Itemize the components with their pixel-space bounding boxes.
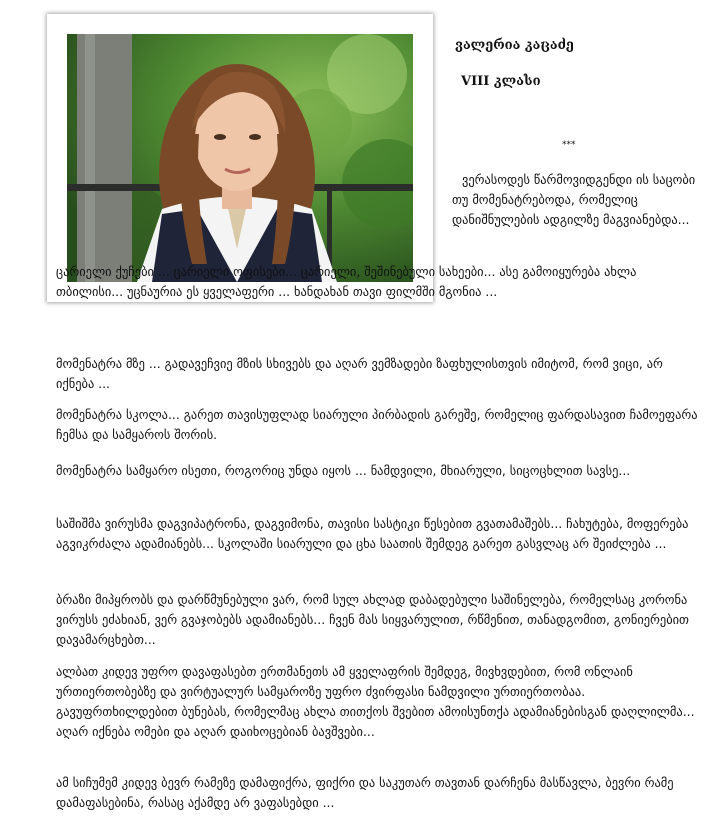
paragraph-text: ბრაზი მიპყრობს და დარწმუნებული ვარ, რომ სულ ახლად დაბადებული საშინელება, რომელსაც კორონა ვირუსს ეძახიან, ვერ გვაჯობებს ადამიანებს... ჩვენ მას სიყვარულით, რწმენით, თანადგომით, გონიერებით დავამარცხებთ... <box>56 592 689 647</box>
section-separator: *** <box>562 140 576 150</box>
paragraph-text: ცარიელი ქუჩები ... ცარიელი ოფისები... ცარიელი, შეშინებული სახეები... ასე გამოიყურება ახლა თბილისი... უცნაურია ეს ყველაფერი ... ხანდახან თავი ფილმში მგონია ... <box>56 264 637 299</box>
paragraph-text: ამ სიჩუმემ კიდევ ბევრ რამეზე დამაფიქრა, ფიქრი და საკუთარ თავთან დარჩენა მასწავლა, ბევრი რამე დამაფასებინა, რასაც აქამდე არ ვაფასებდი ... <box>56 775 674 810</box>
paragraph-7 <box>56 590 701 650</box>
paragraph-text: ალბათ კიდევ უფრო დავაფასებთ ერთმანეთს ამ ყველაფრის შემდეგ, მივხვდებით, რომ ონლაინ ურთიერთობებზე და ვირტუალურ სამყაროზე უფრო ძვირფასი ნამდვილი ურთიერთობაა. გავუფრთხილდებით ბუნებას, რომელმაც ახლა თითქოს შვებით ამოისუნთქა ადამიანებისგან დაღლილმა... აღარ იქნება ომები და აღარ დაიხოცებიან ბავშვები... <box>56 664 695 739</box>
paragraph-text: მომენატრა მზე ... გადავეჩვიე მზის სხივებს და აღარ ვემზადები ზაფხულისთვის იმიტომ, რომ ვიცი, არ იქნება ... <box>56 356 663 391</box>
paragraph-1 <box>452 170 702 230</box>
paragraph-text: ვერასოდეს წარმოვიდგენდი ის საცობი თუ მომენატრებოდა, რომელიც დანიშნულების ადგილზე მაგვიანებდა... <box>452 172 696 227</box>
paragraph-text: საშიშმა ვირუსმა დაგვიპატრონა, დაგვიმონა, თავისი სასტიკი წესებით გვათამაშებს... ჩახუტება, მოფერება აგვიკრძალა ადამიანებს... სკოლაში სიარული და ცხა საათის შემდეგ გარეთ გასვლაც არ შეიძლება ... <box>56 516 689 551</box>
paragraph-4 <box>56 405 701 445</box>
photo-frame <box>47 14 433 302</box>
grade-label: VIII კლასი <box>461 74 541 89</box>
paragraph-5 <box>56 461 701 481</box>
paragraph-text: მომენატრა სამყარო ისეთი, როგორიც უნდა იყოს ... ნამდვილი, მხიარული, სიცოცხლით სავსე... <box>56 463 631 478</box>
paragraph-6 <box>56 514 701 554</box>
paragraph-text: მომენატრა სკოლა... გარეთ თავისუფლად სიარული პირბადის გარეშე, რომელიც ფარდასავით ჩამოეფარა ჩემსა და სამყაროს შორის. <box>56 407 698 442</box>
paragraph-8 <box>56 662 701 742</box>
author-name: ვალერია კაცაძე <box>455 38 574 53</box>
paragraph-9 <box>56 773 701 813</box>
portrait-photo <box>67 34 413 282</box>
portrait-photo-icon <box>67 34 413 282</box>
paragraph-2 <box>56 262 702 302</box>
paragraph-3 <box>56 354 701 394</box>
